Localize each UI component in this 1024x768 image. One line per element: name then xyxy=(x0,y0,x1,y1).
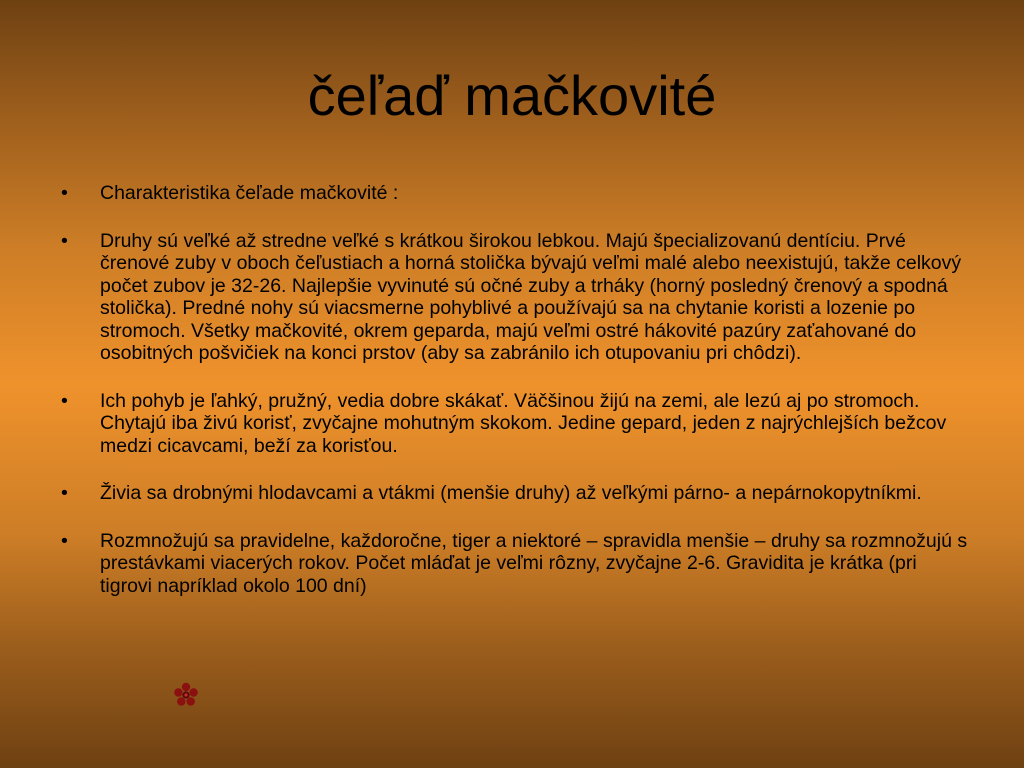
bullet-text: Charakteristika čeľade mačkovité : xyxy=(100,182,399,204)
bullet-list xyxy=(58,182,968,622)
bullet-text: Druhy sú veľké až stredne veľké s krátkou širokou lebkou. Majú špecializovanú dentíciu. Prvé črenové zuby v oboch čeľustiach a horná stolička bývajú veľmi malé alebo neexistujú, takže celkový počet zubov je 32-26. Najlepšie vyvinuté sú očné zuby a trháky (horný posledný črenový a spodná stolička). Predné nohy sú viacsmerne pohyblivé a používajú sa na chytanie koristi a lozenie po stromoch. Všetky mačkovité, okrem geparda, majú veľmi ostré hákovité pazúry zaťahované do osobitných pošvičiek na konci prstov (aby sa zabránilo ich otupovaniu pri chôdzi). xyxy=(100,229,962,364)
slide-title: čeľaď mačkovité xyxy=(307,64,717,127)
bullet-marker: • xyxy=(61,482,68,504)
flower-icon xyxy=(173,682,199,708)
bullet-item xyxy=(58,230,968,365)
bullet-marker: • xyxy=(61,389,68,412)
bullet-marker: • xyxy=(61,229,68,252)
bullet-marker: • xyxy=(61,182,68,204)
bullet-item xyxy=(58,530,968,598)
bullet-item xyxy=(58,482,968,505)
bullet-item xyxy=(58,182,968,205)
bullet-text: Ich pohyb je ľahký, pružný, vedia dobre skákať. Väčšinou žijú na zemi, ale lezú aj po stromoch. Chytajú iba živú korisť, zvyčajne mohutným skokom. Jedine gepard, jeden z najrýchlejších bežcov medzi cicavcami, beží za korisťou. xyxy=(100,389,947,457)
bullet-item xyxy=(58,390,968,458)
bullet-text: Rozmnožujú sa pravidelne, každoročne, tiger a niektoré – spravidla menšie – druhy sa rozmnožujú s prestávkami viacerých rokov. Počet mláďat je veľmi rôzny, zvyčajne 2-6. Gravidita je krátka (pri tigrovi napríklad okolo 100 dní) xyxy=(100,529,968,597)
bullet-text: Živia sa drobnými hlodavcami a vtákmi (menšie druhy) až veľkými párno- a nepárnokopytníkmi. xyxy=(100,482,922,504)
bullet-marker: • xyxy=(61,529,68,552)
